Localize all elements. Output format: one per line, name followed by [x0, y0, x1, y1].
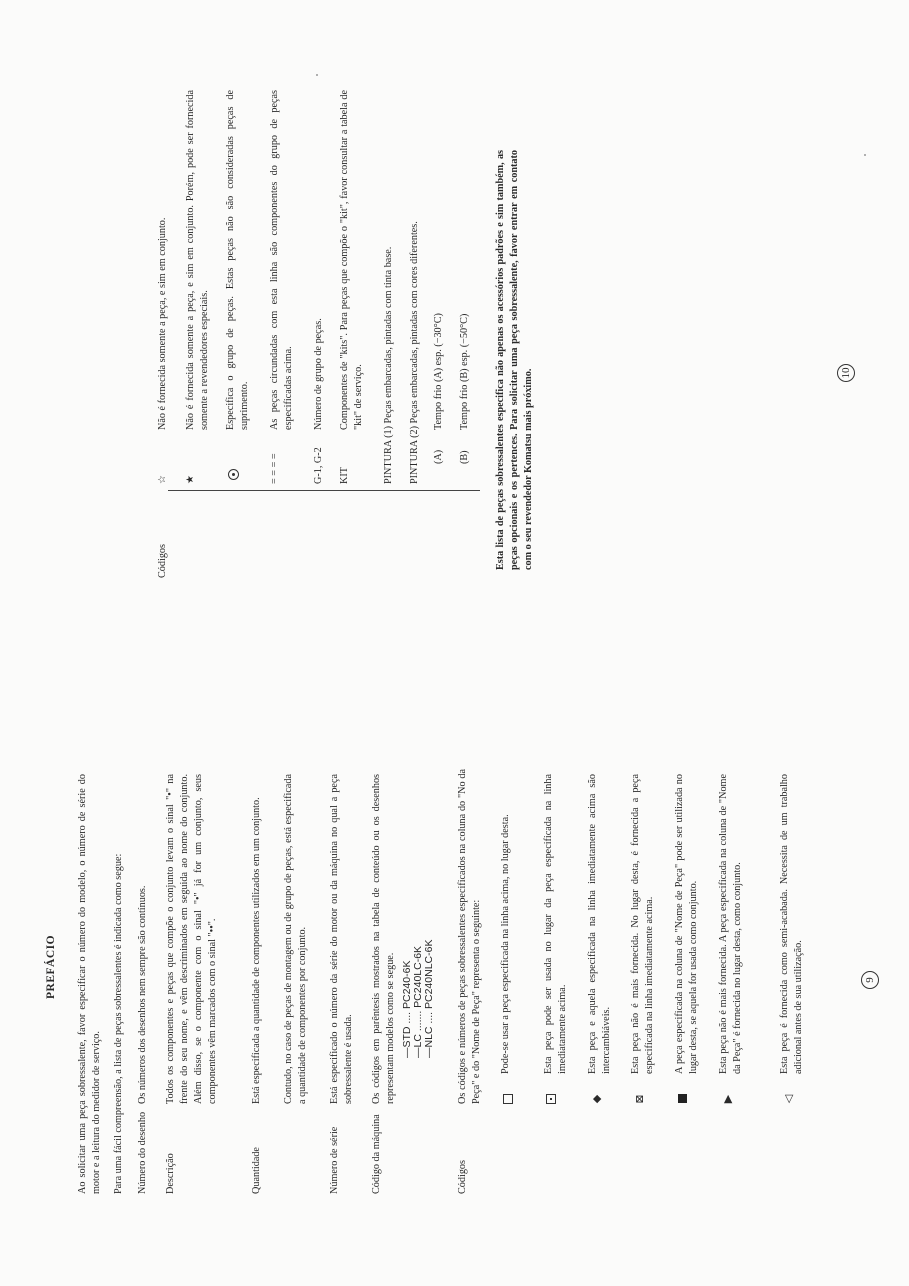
label-descricao: Descrição — [165, 1153, 176, 1194]
circle-dot-icon — [228, 436, 244, 480]
label-codigos-right: Códigos — [157, 544, 168, 578]
model-std: —STD .... PC240-6K — [401, 960, 413, 1058]
code-text-0: Não é fornecida somente a peça, e sim em conjunto. — [157, 217, 168, 430]
text-quantidade: Está especificada a quantidade de componentes utilizados em um conjunto. — [251, 797, 262, 1104]
sym-text-6: Esta peça é fornecida como semi-acabada. Necessita de um trabalho adicional antes de sua utilização. — [779, 774, 804, 1074]
label-numero-desenho: Número do desenho — [137, 1111, 148, 1194]
model-lc: —LC ....... PC240LC-6K — [412, 945, 424, 1058]
code-text-5: Componentes de "kits". Para peças que compõe o "kit", favor consultar a tabela de "kit" de serviço. — [339, 90, 364, 430]
scan-speck — [316, 74, 318, 76]
sym-text-0: Pode-se usar a peça especificada na linha acima, no lugar desta. — [500, 814, 511, 1074]
label-codigo-maquina: Código da máquina — [371, 1114, 382, 1194]
text-codigos: Os códigos e números de peças sobressalentes especificados na coluna do "No da Peça" e do "Nome de Peça" representa o seguinte: — [457, 769, 482, 1104]
filled-square-icon — [677, 1090, 691, 1108]
sym-text-3: Esta peça não é mais fornecida. No lugar desta, é fornecida a peça especificada na linha imediatamente acima. — [630, 774, 655, 1074]
pintura-2: PINTURA (2) Peças embarcadas, pintadas com cores diferentes. — [409, 221, 420, 484]
diamond-icon: ◆ — [591, 1094, 603, 1104]
sym-text-5: Esta peça não é mais fornecida. A peça especificada na coluna de "Nome da Peça" é fornecida no lugar desta, como conjunto. — [718, 774, 743, 1074]
vertical-rule — [168, 490, 480, 491]
triangle-right-icon: ▶ — [722, 1094, 734, 1104]
sym-text-1: Esta peça pode ser usada no lugar da peça especificada na linha imediatamente acima. — [543, 774, 568, 1074]
star-filled-icon: ★ — [185, 474, 196, 484]
text-codigo-maquina: Os códigos em parêntesis mostrados na tabela de conteúdo ou os desenhos representam modelos como se segue. — [371, 774, 396, 1104]
empty-square-icon — [503, 1090, 517, 1108]
code-text-3: As peças circundadas com esta linha são componentes do grupo de peças especificadas acima. — [269, 90, 294, 430]
intro-paragraph: Ao solicitar uma peça sobressalente, favor especificar o número do modelo, o número de série do motor e a leitura do medidor de serviço. — [77, 774, 102, 1194]
dotted-square-icon — [546, 1090, 560, 1108]
sym-text-4: A peça especificada na coluna de "Nome de Peça" pode ser utilizada no lugar desta, se aquela for usada como conjunto. — [674, 774, 699, 1074]
triangle-left-icon: ◁ — [783, 1094, 795, 1104]
pintura-1: PINTURA (1) Peças embarcadas, pintadas com tinta base. — [383, 246, 394, 484]
page-number-right: 10 — [837, 364, 855, 382]
code-kit: KIT — [339, 467, 350, 484]
model-list — [402, 940, 435, 1058]
scan-speck — [864, 154, 866, 156]
list-intro: Para uma fácil compreensão, a lista de peças sobressalentes é indicada como segue: — [113, 853, 124, 1194]
text-quantidade-2: Contudo, no caso de peças de montagem ou de grupo de peças, está especificada a quantidade de componentes por conjunto. — [283, 774, 308, 1104]
code-group: G-1, G-2 — [313, 447, 324, 484]
label-numero-serie: Número de série — [329, 1126, 340, 1194]
page-title: PREFÁCIO — [45, 934, 57, 999]
footer-note: Esta lista de peças sobressalentes especifica não apenas os acessórios padrões e sim também, as peças opcionais e os pertences. Para solicitar uma peça sobressalente, favor entrar em contato com o seu revendedor Komatsu mais próximo. — [495, 150, 534, 570]
temp-b: Tempo frio (B) esp. (−50°C) — [459, 313, 470, 430]
code-text-1: Não é fornecida somente a peça, e sim em conjunto. Porém, pode ser fornecida somente a revendedores especiais. — [185, 90, 210, 430]
page-number-left: 9 — [861, 971, 879, 989]
crossed-square-icon: ⊠ — [634, 1094, 646, 1104]
text-descricao: Todos os componentes e peças que compõe o conjunto levam o sinal "•" na frente do seu nome, e vêm descriminados em seguida ao nome do conjunto. Além disso, se o componente com o sinal "•" já for um conjunto, seus componentes vêm marcados com o sinal "••". — [165, 774, 218, 1104]
model-nlc: —NLC .... PC240NLC-6K — [423, 939, 435, 1058]
text-numero-desenho: Os números dos desenhos nem sempre são contínuos. — [137, 885, 148, 1104]
code-a: (A) — [433, 449, 444, 464]
code-text-2: Especifica o grupo de peças. Estas peças não são consideradas peças de suprimento. — [225, 90, 250, 430]
equals-marks: = = = = — [269, 453, 280, 484]
code-b: (B) — [459, 450, 470, 464]
code-text-4: Número de grupo de peças. — [313, 318, 324, 430]
label-quantidade: Quantidade — [251, 1147, 262, 1194]
sym-text-2: Esta peça e aquela especificada na linha imediatamente acima são intercambiáveis. — [587, 774, 612, 1074]
temp-a: Tempo frio (A) esp. (−30°C) — [433, 313, 444, 430]
text-numero-serie: Está especificado o número da série do motor ou da máquina no qual a peça sobressalente é usada. — [329, 774, 354, 1104]
star-outline-icon: ☆ — [157, 474, 168, 484]
label-codigos: Códigos — [457, 1160, 468, 1194]
